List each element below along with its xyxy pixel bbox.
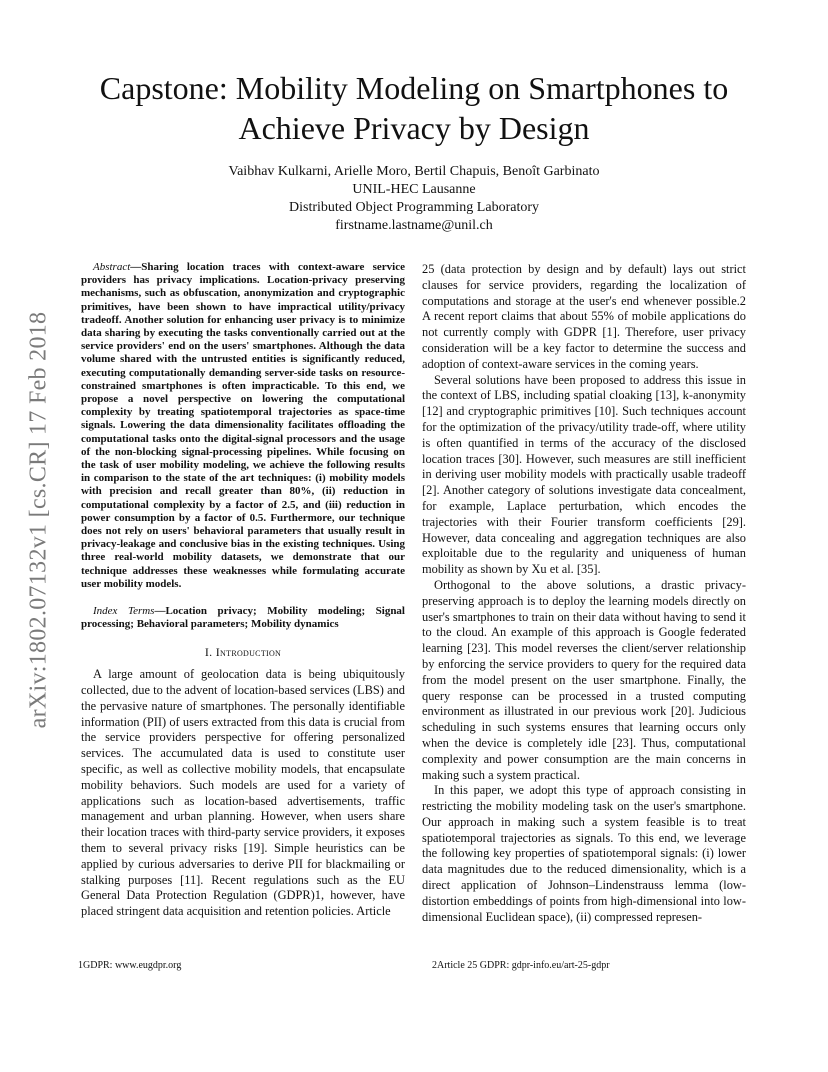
author-block (60, 163, 768, 235)
body-paragraph: Orthogonal to the above solutions, a drastic privacy-preserving approach is to deploy the learning models directly on user's smartphones to train on their data without having to send it to the cloud. An example of this approach is Google federated learning [23]. This model reverses the client/server relationship by enforcing the service providers to query for the required data from the model present on the user smartphone. Finally, the query response can be processed in a trusted computing environment as illustrated in our previous work [20]. Judicious scheduling in such systems ensures that learning occurs only when the device is completely idle [23]. Thus, computational complexity and power consumption are the main concerns in making such a system practical. (422, 577, 746, 782)
abstract-text: —Sharing location traces with context-aware service providers has privacy implications. Location-privacy preserving mechanisms, such as obfuscation, anonymization and cryptographic primitives, have been shown to have impractical utility/privacy tradeoff. Another solution for enhancing user privacy is to minimize data sharing by executing the tasks conventionally carried out at the service providers' end on the users' smartphones. Although the data volume shared with the untrusted entities is significantly reduced, executing computationally demanding server-side tasks on resource-constrained smartphones is often impracticable. To this end, we propose a novel perspective on lowering the computational complexity by treating spatiotemporal trajectories as space-time signals. Lowering the data dimensionality facilitates offloading the computational tasks onto the digital-signal processors and the usage of the non-blocking signal-processing pipelines. While focusing on the task of user mobility modeling, we achieve the following results in comparison to the state of the art techniques: (i) mobility models with precision and recall greater than 80%, (ii) reduction in computational complexity by a factor of 2.5, and (iii) reduction in power consumption by a factor of 0.5. Furthermore, our technique does not rely on users' behavioral parameters that usually result in privacy-leakage and conclusive bias in the existing techniques. Using three real-world mobility datasets, we demonstrate that our technique addresses these weaknesses while formulating accurate user mobility models. (81, 261, 405, 590)
right-column (422, 262, 746, 925)
body-paragraph: A large amount of geolocation data is being ubiquitously collected, due to the advent of location-based services (LBS) and the pervasive nature of smartphones. The personally identifiable information (PII) of users extracted from this data is crucial from the service providers perspective for offering personalized services. The accumulated data is used to constitute user specific, as well as collective mobility models, that encapsulate mobility behaviors. Such models are used for a variety of applications such as location-based advertisements, traffic management and urban planning. However, when users share their location traces with third-party service providers, it exposes them to several privacy risks [19]. Simple heuristics can be applied by curious adversaries to derive PII for blackmailing or stalking purposes [11]. Recent regulations such as the EU General Data Protection Regulation (GDPR)1, however, have placed stringent data acquisition and retention policies. Article (81, 667, 405, 919)
index-terms-label: Index Terms (93, 605, 155, 618)
footnote-right: 2Article 25 GDPR: gdpr-info.eu/art-25-gdpr (432, 960, 610, 971)
index-terms (81, 605, 405, 631)
arxiv-identifier-text: arXiv:1802.07132v1 [cs.CR] 17 Feb 2018 (25, 311, 52, 729)
abstract (81, 261, 405, 591)
author-email: firstname.lastname@unil.ch (335, 218, 493, 233)
section-heading: I. Introduction (204, 645, 282, 660)
arxiv-identifier (24, 285, 54, 755)
left-column (81, 261, 405, 920)
body-paragraph: 25 (data protection by design and by default) lays out strict clauses for service providers, regarding the localization of computations and storage at the user's end whenever possible.2 A recent report claims that about 55% of mobile applications do not currently comply with GDPR [1]. Therefore, user privacy consideration will be a key factor to determine the success and adoption of context-aware services in the coming years. (422, 262, 746, 371)
footnote-left: 1GDPR: www.eugdpr.org (78, 960, 182, 971)
index-terms-text: —Location privacy; Mobility modeling; Signal processing; Behavioral parameters; Mobility dynamics (81, 605, 405, 631)
author-lab: Distributed Object Programming Laboratory (289, 200, 539, 215)
author-affiliation: UNIL-HEC Lausanne (352, 182, 476, 197)
paper-title: Capstone: Mobility Modeling on Smartphones to Achieve Privacy by Design (99, 70, 729, 146)
abstract-label: Abstract (93, 261, 131, 273)
author-names: Vaibhav Kulkarni, Arielle Moro, Bertil Chapuis, Benoît Garbinato (228, 164, 600, 179)
body-paragraph: Several solutions have been proposed to address this issue in the context of LBS, including spatial cloaking [13], k-anonymity [12] and cryptographic primitives [10]. Such techniques account for the optimization of the privacy/utility trade-off, where utility is often quantified in terms of the accuracy of the disclosed location traces [30]. However, such measures are still inefficient in deriving user mobility models with practically usable tradeoff [2]. Another category of solutions investigate data concealment, for example, Laplace perturbation, which encodes the trajectories with their Fourier transform coefficients [29]. However, data concealing and aggregation techniques are also exploitable due to the regularity and uniqueness of human mobility as shown by Xu et al. [35]. (422, 372, 746, 577)
body-paragraph: In this paper, we adopt this type of approach consisting in restricting the mobility modeling task on the user's smartphone. Our approach in making such a system feasible is to treat spatiotemporal trajectories as signals. To this end, we leverage the following key properties of spatiotemporal signals: (i) lower data magnitudes due to the reduced dimensionality, which is a direct application of Johnson–Lindenstrauss lemma (low-distortion embeddings of points from high-dimensional into low-dimensional Euclidean space), (ii) compressed represen- (422, 783, 746, 924)
